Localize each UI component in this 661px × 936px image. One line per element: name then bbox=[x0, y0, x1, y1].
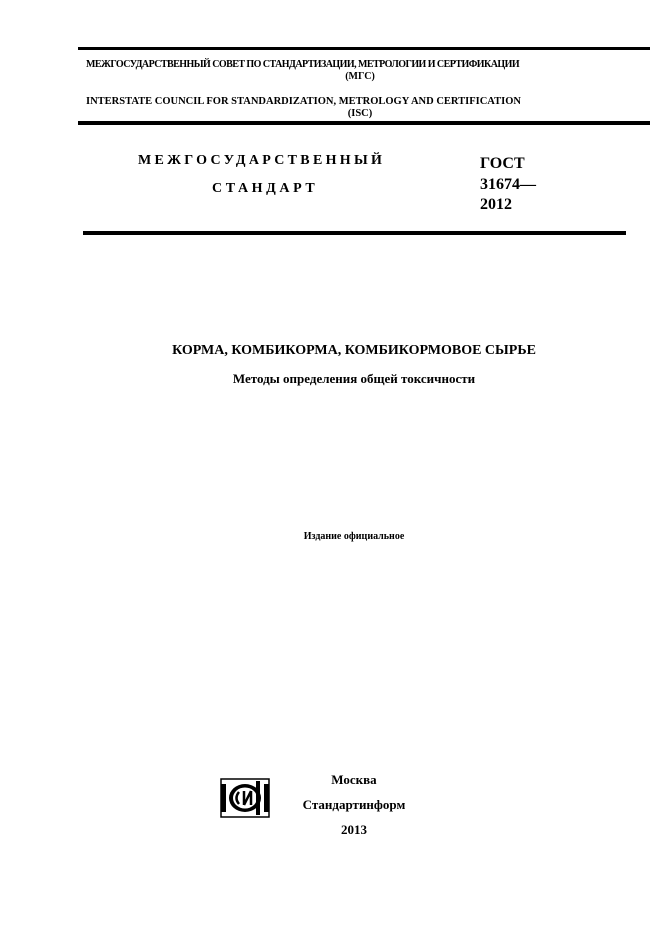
gost-number: 31674— bbox=[480, 176, 536, 193]
document-title: КОРМА, КОМБИКОРМА, КОМБИКОРМОВОЕ СЫРЬЕ bbox=[172, 343, 536, 358]
council-abbr-en: (ISC) bbox=[347, 108, 373, 119]
top-rule bbox=[78, 47, 650, 50]
council-name-ru: МЕЖГОСУДАРСТВЕННЫЙ СОВЕТ ПО СТАНДАРТИЗАЦИИ, МЕТРОЛОГИИ И СЕРТИФИКАЦИИ bbox=[86, 59, 520, 70]
interstate-label: МЕЖГОСУДАРСТВЕННЫЙ bbox=[138, 153, 386, 168]
document-subtitle: Методы определения общей токсичности bbox=[232, 371, 476, 386]
edition-note: Издание официальное bbox=[303, 531, 405, 542]
council-name-en: INTERSTATE COUNCIL FOR STANDARDIZATION, METROLOGY AND CERTIFICATION bbox=[86, 96, 521, 107]
header-bottom-rule bbox=[78, 121, 650, 125]
standard-label: СТАНДАРТ bbox=[212, 181, 319, 196]
gost-label: ГОСТ bbox=[480, 155, 525, 172]
publication-year: 2013 bbox=[341, 822, 367, 837]
publisher-name: Стандартинформ bbox=[302, 797, 406, 812]
publisher-city: Москва bbox=[331, 772, 377, 787]
designation-bottom-rule bbox=[83, 231, 626, 235]
council-abbr-ru: (МГС) bbox=[345, 71, 375, 82]
gost-year: 2012 bbox=[480, 196, 512, 213]
